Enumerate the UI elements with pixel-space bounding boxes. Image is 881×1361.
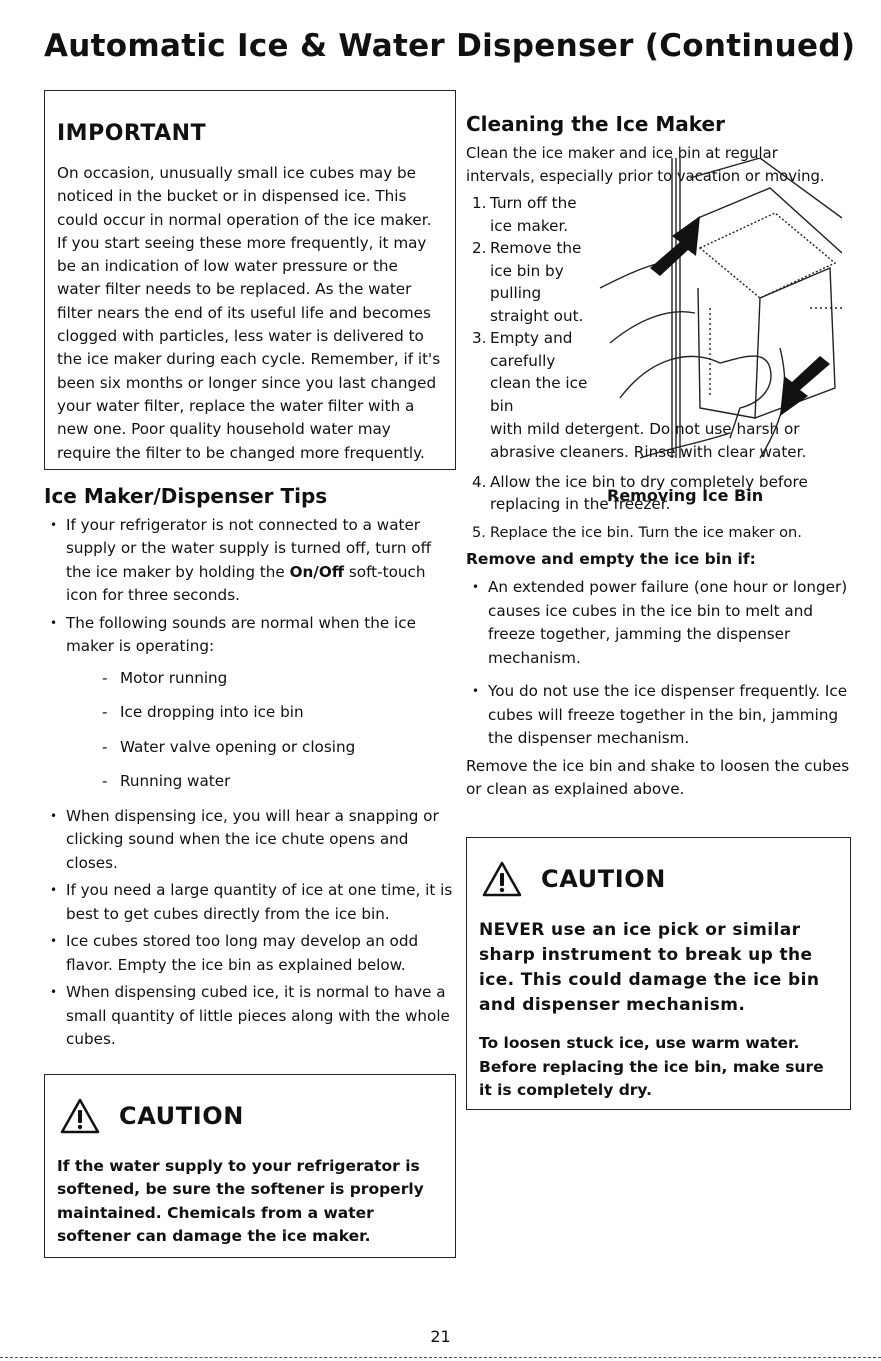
remove-heading: Remove and empty the ice bin if: — [466, 550, 756, 569]
arrow-in-icon — [650, 216, 700, 276]
step-number: 5. — [472, 523, 486, 541]
left-column — [44, 90, 456, 1258]
step-text: Remove the ice bin by pulling straight out. — [490, 239, 584, 325]
on-off-label: On/Off — [289, 562, 345, 581]
list-item: • If you need a large quantity of ice at one time, it is best to get cubes directly from the ice bin. — [44, 879, 456, 926]
list-item: • An extended power failure (one hour or longer) causes ice cubes in the ice bin to melt and freeze together, jamming the dispenser mechanism. — [466, 576, 851, 670]
list-item: - Running water — [66, 770, 456, 794]
list-item: - Water valve opening or closing — [66, 736, 456, 760]
list-item: - Motor running — [66, 667, 456, 691]
caution-text: NEVER use an ice pick or similar sharp instrument to break up the ice. This could damage the ice bin and dispenser mechanism. — [479, 920, 820, 1016]
list-item — [466, 192, 590, 237]
caution-label: CAUTION — [541, 865, 666, 894]
step-number: 4. — [472, 472, 487, 491]
list-item — [466, 522, 851, 545]
step-text: Replace the ice bin. Turn the ice maker on. — [490, 523, 802, 541]
step-text: Turn off the ice maker. — [490, 194, 577, 235]
figure-caption: Removing Ice Bin — [607, 486, 764, 505]
list-item — [466, 327, 590, 417]
step-text: Empty and carefully clean the ice bin — [490, 329, 588, 415]
list-item: • Ice cubes stored too long may develop an odd flavor. Empty the ice bin as explained below. — [44, 930, 456, 977]
important-body: On occasion, unusually small ice cubes may be noticed in the bucket or in dispensed ice. This could occur in normal operation of the ice maker. If you start seeing these more frequently, it may be an indication of low water pressure or the water filter needs to be replaced. As the water filter nears the end of its useful life and becomes clogged with particles, less water is delivered to the ice maker during each cycle. Remember, if it's been six months or longer since you last changed your water filter, replace the water filter with a new one. Poor quality household water may require the filter to be changed more frequently. — [57, 164, 441, 462]
important-box — [44, 90, 456, 470]
step-text: Allow the ice bin to dry completely before replacing in the freezer. — [490, 472, 808, 514]
list-item: • When dispensing cubed ice, it is normal to have a small quantity of little pieces along with the whole cubes. — [44, 981, 456, 1052]
step-number: 3. — [472, 329, 487, 347]
ice-bin-illustration — [580, 158, 842, 503]
caution-header — [59, 1097, 443, 1135]
list-item: - Ice dropping into ice bin — [66, 701, 456, 725]
warning-icon — [59, 1097, 101, 1135]
remove-after: Remove the ice bin and shake to loosen the cubes or clean as explained above. — [466, 756, 850, 798]
tips-heading: Ice Maker/Dispenser Tips — [44, 483, 328, 508]
page-number: 21 — [430, 1327, 451, 1346]
remove-list — [466, 576, 851, 751]
list-item — [44, 514, 456, 608]
list-item — [44, 612, 456, 794]
cleaning-heading: Cleaning the Ice Maker — [466, 112, 725, 136]
tip-text: If your refrigerator is not connected to a water supply or the water supply is turned off, turn off the ice maker by holding the — [66, 515, 432, 581]
warning-icon — [481, 860, 523, 898]
sounds-list — [66, 667, 456, 794]
list-item: • You do not use the ice dispenser frequently. Ice cubes will freeze together in the bin, jamming the dispenser mechanism. — [466, 680, 851, 751]
caution-header — [481, 860, 838, 898]
page-title: Automatic Ice & Water Dispenser (Continued) — [44, 28, 856, 64]
caution-text-secondary: To loosen stuck ice, use warm water. Before replacing the ice bin, make sure it is completely dry. — [479, 1034, 824, 1100]
footer-divider — [0, 1357, 881, 1358]
tips-list — [44, 514, 456, 1052]
list-item: • When dispensing ice, you will hear a snapping or clicking sound when the ice chute opens and closes. — [44, 805, 456, 876]
caution-label: CAUTION — [119, 1101, 244, 1130]
arrow-out-icon — [780, 356, 830, 416]
cleaning-intro: Clean the ice maker and ice bin at regular intervals, especially prior to vacation or moving. — [466, 145, 825, 185]
tip-text: soft-touch icon for three seconds. — [66, 562, 426, 605]
step-3-continued: with mild detergent. Do not use harsh or abrasive cleaners. Rinse with clear water. — [490, 420, 807, 462]
caution-text: If the water supply to your refrigerator is softened, be sure the softener is properly maintained. Chemicals from a water softener can damage the ice maker. — [57, 1156, 424, 1246]
step-number: 1. — [472, 194, 487, 212]
caution-box-2 — [466, 837, 851, 1110]
important-heading: IMPORTANT — [57, 121, 207, 146]
tip-text: The following sounds are normal when the ice maker is operating: — [66, 613, 416, 656]
step-number: 2. — [472, 239, 487, 257]
caution-box-1 — [44, 1074, 456, 1258]
